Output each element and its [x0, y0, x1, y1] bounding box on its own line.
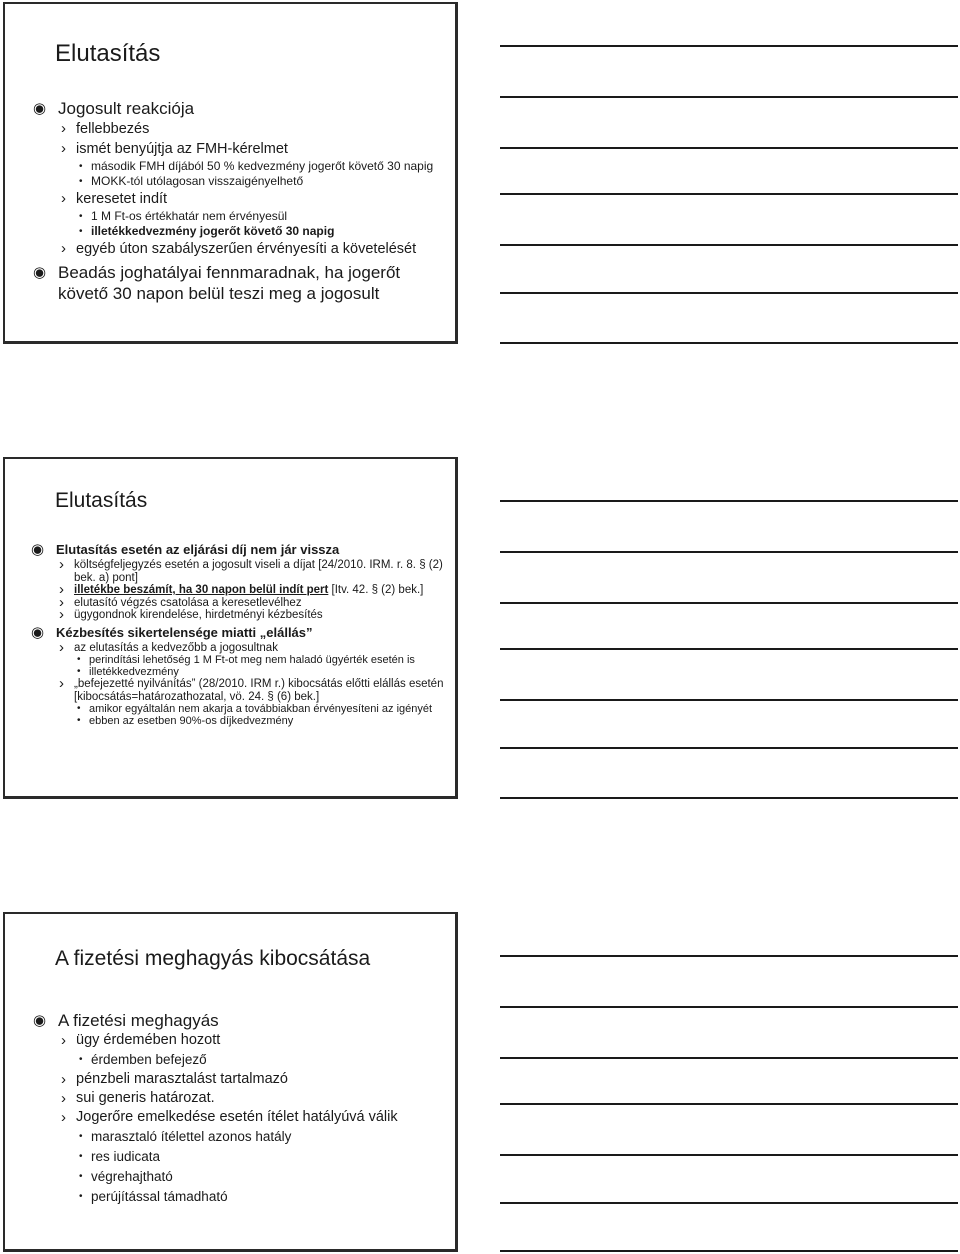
bullet-text: amikor egyáltalán nem akarja a továbbiakban érvényesíteni az igényét [89, 703, 433, 715]
bullet-text: Beadás joghatályai fennmaradnak, ha jogerőt követő 30 napon belül teszi meg a jogosult [58, 263, 401, 303]
sub-sub-bullet-item [77, 654, 446, 666]
sub-sub-bullet-item [79, 224, 453, 239]
bullet-text: érdemben befejező [91, 1052, 207, 1067]
sub-sub-bullet-item [79, 174, 453, 189]
chevron-right-icon: › [59, 606, 64, 623]
note-line [500, 193, 958, 195]
bullet-text: A fizetési meghagyás [58, 1011, 219, 1030]
bullet-text-suffix: [Itv. 42. § (2) bek.] [328, 584, 424, 596]
sub-bullet-item [61, 1031, 453, 1050]
dot-icon: • [77, 703, 81, 714]
bullet-item [33, 262, 453, 304]
sub-bullet-item [59, 606, 446, 623]
dot-icon: • [77, 666, 81, 677]
note-line [500, 747, 958, 749]
bullet-item [31, 541, 446, 559]
sub-sub-bullet-item [79, 1167, 453, 1187]
note-line [500, 551, 958, 553]
sub-bullet-item [59, 675, 446, 703]
sub-sub-bullet-item [79, 1187, 453, 1207]
note-line [500, 500, 958, 502]
bullet-text: végrehajtható [91, 1169, 173, 1184]
chevron-right-icon: › [61, 1071, 66, 1088]
sub-bullet-item [61, 119, 453, 139]
note-line [500, 797, 958, 799]
bullet-text: MOKK-tól utólagosan visszaigényelhető [91, 174, 304, 188]
bullet-text: illetékbe beszámít, ha 30 napon belül indít pert [74, 584, 329, 596]
sub-bullet-item [61, 1070, 453, 1089]
bullet-item [31, 624, 446, 642]
bullseye-icon: ◉ [33, 100, 47, 117]
dot-icon: • [79, 161, 83, 172]
note-line [500, 147, 958, 149]
note-line [500, 699, 958, 701]
slide-title: Elutasítás [55, 40, 161, 67]
chevron-right-icon: › [59, 556, 64, 573]
sub-bullet-item [59, 556, 446, 584]
notes-lines-1 [500, 0, 958, 345]
bullet-text: költségfeljegyzés esetén a jogosult viseli a díjat [24/2010. IRM. r. 8. § (2) bek. a) pont] [74, 559, 443, 584]
sub-sub-bullet-item [77, 666, 446, 678]
dot-icon: • [79, 226, 83, 237]
bullet-text: ismét benyújtja az FMH-kérelmet [76, 141, 288, 157]
dot-icon: • [79, 1054, 83, 1065]
sub-sub-bullet-item [79, 1147, 453, 1167]
sub-sub-bullet-item [79, 1127, 453, 1147]
bullet-text: második FMH díjából 50 % kedvezmény jogerőt követő 30 napig [91, 159, 434, 173]
slide-title: A fizetési meghagyás kibocsátása [55, 947, 371, 970]
dot-icon: • [79, 1131, 83, 1142]
bullseye-icon: ◉ [31, 541, 45, 558]
note-line [500, 342, 958, 344]
note-line [500, 602, 958, 604]
note-line [500, 955, 958, 957]
sub-sub-bullet-item [77, 715, 446, 727]
bullet-text: res iudicata [91, 1149, 161, 1164]
chevron-right-icon: › [59, 638, 64, 656]
slide-2 [3, 457, 458, 799]
bullet-text: pénzbeli marasztalást tartalmazó [76, 1071, 288, 1087]
bullseye-icon: ◉ [33, 264, 47, 281]
sub-bullet-item [61, 189, 453, 209]
note-line [500, 1202, 958, 1204]
sub-bullet-item [61, 1089, 453, 1108]
bullet-text: ebben az esetben 90%-os díjkedvezmény [89, 715, 294, 727]
sub-bullet-item [59, 638, 446, 656]
sub-bullet-item [61, 1108, 453, 1127]
bullet-text: fellebbezés [76, 121, 150, 137]
bullet-text: „befejezetté nyilvánítás” (28/2010. IRM r.) kibocsátás előtti elállás esetén [kibocsátás=határozathozatal, vö. 24. § (6) bek.] [74, 678, 444, 703]
notes-lines-3 [500, 910, 958, 1254]
chevron-right-icon: › [61, 1090, 66, 1107]
chevron-right-icon: › [61, 120, 66, 137]
bullet-text: sui generis határozat. [76, 1090, 215, 1106]
bullet-text: illetékkedvezmény [89, 666, 179, 678]
note-line [500, 292, 958, 294]
sub-sub-bullet-item [79, 159, 453, 174]
sub-bullet-item [61, 239, 453, 259]
slide-content [33, 1010, 453, 1207]
dot-icon: • [79, 1151, 83, 1162]
bullet-text: ügy érdemében hozott [76, 1032, 221, 1048]
chevron-right-icon: › [59, 593, 64, 611]
sub-sub-bullet-item [79, 1050, 453, 1070]
bullet-text: ügygondnok kirendelése, hirdetményi kézbesítés [74, 609, 323, 621]
note-line [500, 1103, 958, 1105]
bullet-item [33, 98, 453, 119]
note-line [500, 96, 958, 98]
dot-icon: • [77, 715, 81, 726]
bullet-text: 1 M Ft-os értékhatár nem érvényesül [91, 209, 288, 223]
slide-content [33, 98, 453, 304]
sub-sub-bullet-item [79, 209, 453, 224]
sub-sub-bullet-item [77, 703, 446, 715]
note-line [500, 244, 958, 246]
slide-content [31, 541, 446, 727]
dot-icon: • [79, 1191, 83, 1202]
bullet-text: keresetet indít [76, 191, 168, 207]
chevron-right-icon: › [61, 1109, 66, 1126]
bullet-text: az elutasítás a kedvezőbb a jogosultnak [74, 641, 278, 654]
bullet-text: elutasító végzés csatolása a keresetlevélhez [74, 596, 302, 609]
note-line [500, 45, 958, 47]
bullet-text: marasztaló ítélettel azonos hatály [91, 1129, 292, 1144]
chevron-right-icon: › [59, 581, 64, 598]
note-line [500, 1154, 958, 1156]
note-line [500, 1006, 958, 1008]
bullseye-icon: ◉ [33, 1012, 47, 1029]
bullet-text: Jogosult reakciója [58, 99, 195, 118]
sub-bullet-item [61, 139, 453, 159]
chevron-right-icon: › [59, 675, 64, 692]
chevron-right-icon: › [61, 140, 66, 157]
chevron-right-icon: › [61, 240, 66, 257]
sub-bullet-item [59, 581, 446, 598]
note-line [500, 1057, 958, 1059]
chevron-right-icon: › [61, 1032, 66, 1049]
sub-bullet-item [59, 593, 446, 611]
note-line [500, 1250, 958, 1252]
slide-title: Elutasítás [55, 489, 148, 512]
bullet-text: illetékkedvezmény jogerőt követő 30 napig [91, 224, 335, 238]
bullet-text: perújítással támadható [91, 1189, 228, 1204]
slide-3 [3, 912, 458, 1252]
bullet-text: perindítási lehetőség 1 M Ft-ot meg nem haladó ügyérték esetén is [89, 654, 415, 666]
note-line [500, 648, 958, 650]
chevron-right-icon: › [61, 190, 66, 207]
dot-icon: • [79, 211, 83, 222]
bullet-text: Jogerőre emelkedése esetén ítélet hatályúvá válik [76, 1109, 398, 1125]
dot-icon: • [77, 654, 81, 665]
notes-lines-2 [500, 455, 958, 800]
bullet-text: egyéb úton szabályszerűen érvényesíti a követelését [76, 241, 417, 257]
bullet-text: Elutasítás esetén az eljárási díj nem jár vissza [56, 542, 340, 557]
slide-1 [3, 2, 458, 344]
bullseye-icon: ◉ [31, 623, 45, 641]
dot-icon: • [79, 176, 83, 187]
bullet-text: Kézbesítés sikertelensége miatti „elállás” [56, 624, 313, 640]
bullet-item [33, 1010, 453, 1031]
dot-icon: • [79, 1171, 83, 1182]
